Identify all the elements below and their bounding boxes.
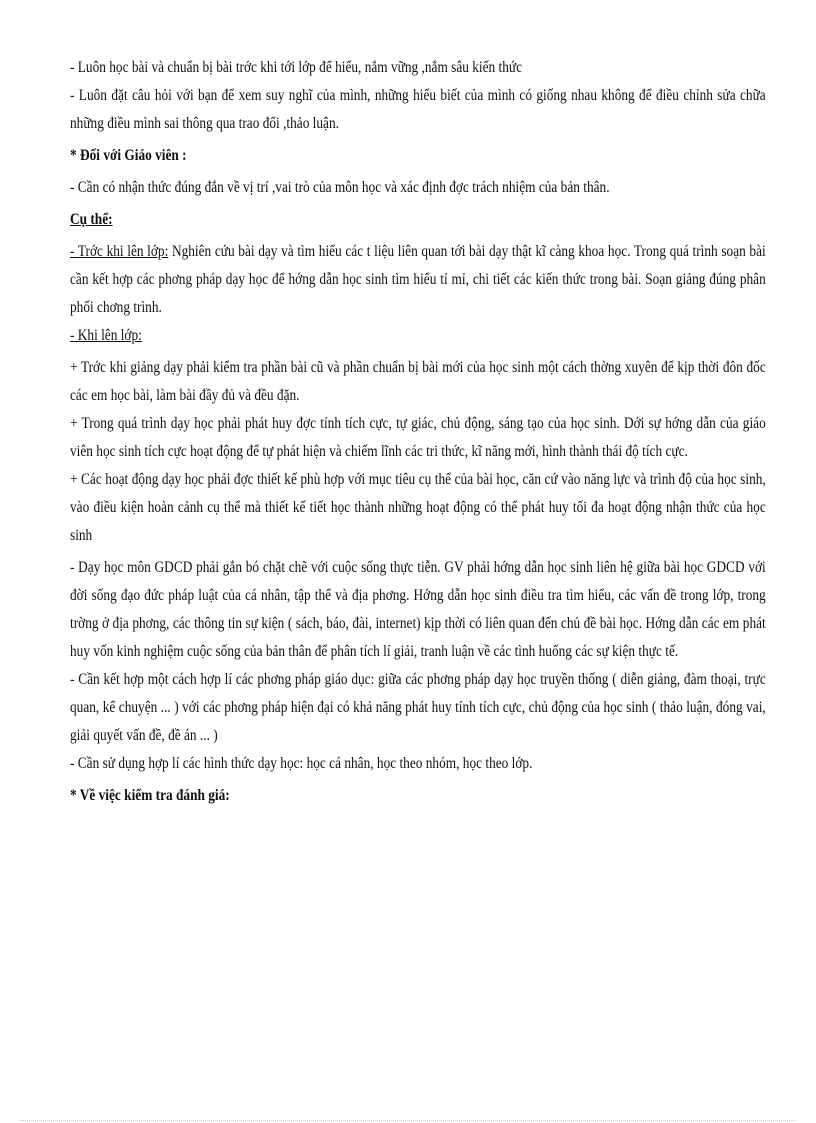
heading-specifically: Cụ thể: [70,211,113,228]
paragraph-gdcd-practice: - Dạy học môn GDCD phải gắn bó chặt chẽ với cuộc sống thực tiễn. GV phải hớng dẫn học sinh liên hệ giữa bài học GDCD với đời sống đạo đức pháp luật của cá nhân, tập thể và địa phơng. Hớng dẫn học sinh điều tra tìm hiểu, các vấn đề trong lớp, trong trờng ở địa phơng, các thông tin sự kiện ( sách, báo, đài, internet) kịp thời có liên quan đến chủ đề bài học. Hớng dẫn các em phát huy vốn kinh nghiệm cuộc sống của bản thân để phân tích lí giải, tranh luận về các tình huống các sự kiện thực tế. [70,559,766,660]
paragraph-ask-questions: - Luôn đặt câu hỏi với bạn để xem suy nghĩ của mình, những hiểu biết của mình có giống nhau không để điều chỉnh sửa chữa những điều mình sai thông qua trao đổi ,thảo luận. [70,87,766,132]
page-bottom-border [20,1120,796,1121]
document-body [70,54,766,810]
paragraph-check-homework: + Trớc khi giảng dạy phải kiểm tra phần bài cũ và phần chuẩn bị bài mới của học sinh một cách thờng xuyên để kịp thời đôn đốc các em học bài, làm bài đầy đủ và đều đặn. [70,359,766,404]
paragraph-before-class [70,238,766,322]
lead-before-class: - Trớc khi lên lớp: [70,243,169,260]
paragraph-teaching-forms: - Cần sử dụng hợp lí các hình thức dạy học: học cá nhân, học theo nhóm, học theo lớp. [70,755,533,772]
heading-for-teachers: * Đối với Giáo viên : [70,147,187,164]
paragraph-design-activities: + Các hoạt động dạy học phải đợc thiết kế phù hợp với mục tiêu cụ thể của bài học, căn cứ vào năng lực và trình độ của học sinh, vào điều kiện hoàn cảnh cụ thể mà thiết kế tiết học thành những hoạt động có thể phát huy tối đa hoạt động nhận thức của học sinh [70,471,766,544]
paragraph-awareness: - Cần có nhận thức đúng đắn về vị trí ,vai trò của môn học và xác định đợc trách nhiệm của bản thân. [70,179,610,196]
heading-in-class: - Khi lên lớp: [70,327,142,344]
paragraph-promote-activity: + Trong quá trình dạy học phải phát huy đợc tính tích cực, tự giác, chủ động, sáng tạo của học sinh. Dới sự hớng dẫn của giáo viên học sinh tích cực hoạt động để tự phát hiện và chiếm lĩnh các tri thức, kĩ năng mới, hình thành thái độ tích cực. [70,415,766,460]
paragraph-prepare-lesson: - Luôn học bài và chuẩn bị bài trớc khi tới lớp để hiểu, nắm vững ,nắm sâu kiến thức [70,59,523,76]
heading-assessment: * Về việc kiểm tra đánh giá: [70,787,230,804]
paragraph-combine-methods: - Cần kết hợp một cách hợp lí các phơng pháp giáo dục: giữa các phơng pháp dạy học truyền thống ( diễn giảng, đàm thoại, trực quan, kể chuyện ... ) với các phơng pháp hiện đại có khả năng phát huy tính tích cực, chủ động của học sinh ( thảo luận, đóng vai, giải quyết vấn đề, đề án ... ) [70,671,766,744]
body-before-class: Nghiên cứu bài dạy và tìm hiểu các t liệu liên quan tới bài dạy thật kĩ càng khoa học. Trong quá trình soạn bài cần kết hợp các phơng pháp dạy học để hớng dẫn học sinh tìm hiểu tỉ mỉ, chi tiết các kiến thức trong bài. Soạn giảng đúng phân phối chơng trình. [70,243,766,316]
